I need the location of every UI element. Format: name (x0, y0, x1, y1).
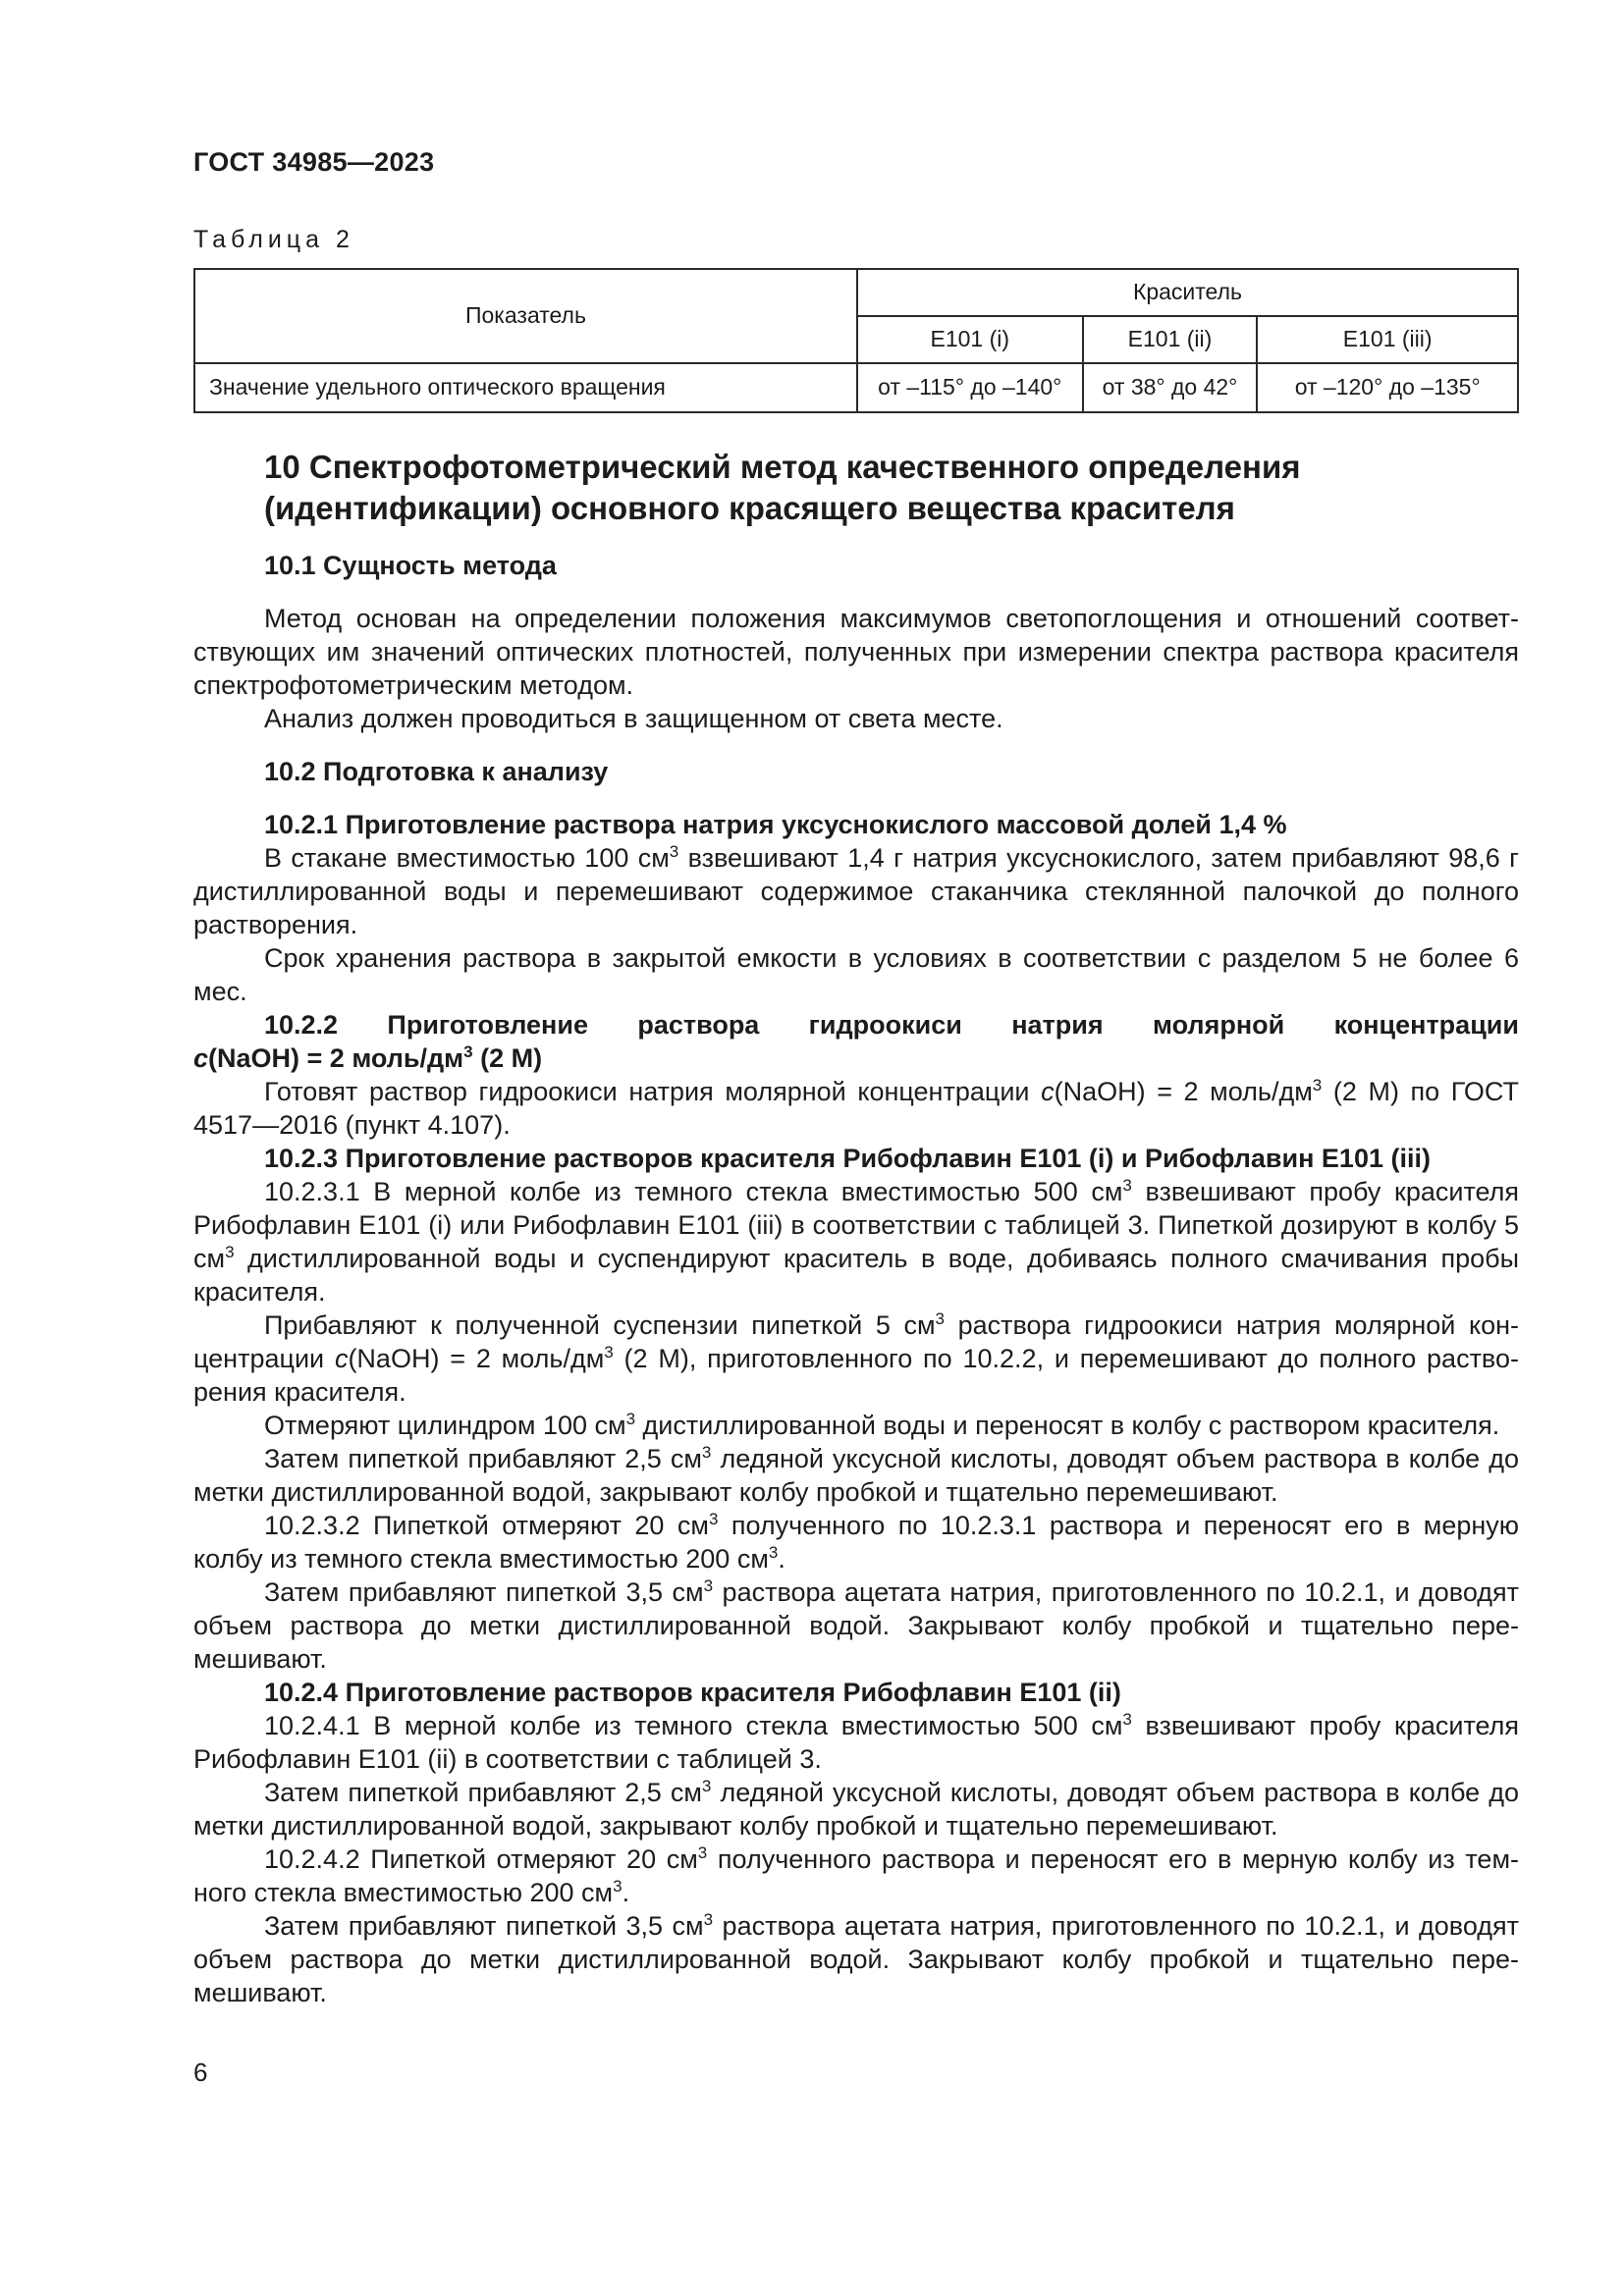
page-number: 6 (193, 2057, 208, 2087)
clause-title-10-2-3: 10.2.3 Приготовление растворов красителя Рибофлавин Е101 (i) и Рибофлавин Е101 (iii) (264, 1144, 1431, 1173)
paragraph: Прибавляют к полученной суспензии пипеткой 5 $см^3$ раствора гидроокиси натрия молярной концентрации c(NaOH) = 2 моль/$дм^3$ (2 М), приготовленного по 10.2.2, и перемешивают до полного растворения красителя. (193, 1309, 1519, 1407)
document-header-title: ГОСТ 34985—2023 (193, 147, 435, 177)
specific-rotation-table (193, 268, 1519, 413)
paragraph: 10.2.3.2 Пипеткой отмеряют 20 $см^3$ полученного по 10.2.3.1 раствора и переносят его в мерную колбу из темного стекла вместимостью 200 $см^3$. (193, 1510, 1520, 1574)
subheader-e101-iii: E101 (iii) (1257, 316, 1518, 363)
paragraph: Отмеряют цилиндром 100 $см^3$ дистиллированной воды и переносят в колбу с раствором красителя. (264, 1410, 1500, 1440)
paragraph: Затем прибавляют пипеткой 3,5 $см^3$ раствора ацетата натрия, приготовленного по 10.2.1, и доводят объем раствора до метки дистиллированной водой. Закрывают колбу пробкой и тщательно перемешивают. (193, 1910, 1520, 2007)
row-value-e101-i: от –115° до –140° (857, 363, 1083, 412)
clause-title-10-2-2-cont: c(NaOH) = 2 моль/$дм^3$ (2 М) (193, 1042, 543, 1073)
header-dye-cell: Краситель (857, 269, 1518, 316)
paragraph: 10.2.4.2 Пипеткой отмеряют 20 $см^3$ полученного раствора и переносят его в мерную колбу из темного стекла вместимостью 200 $см^3$. (193, 1843, 1520, 1907)
subsection-title-10-2: 10.2 Подготовка к анализу (264, 757, 609, 786)
section-title: 10 Спектрофотометрический метод качественного определения (идентификации) основного красящего вещества красителя (264, 449, 1301, 526)
row-value-e101-iii: от –120° до –135° (1257, 363, 1518, 412)
clause-title-10-2-2: 10.2.2 Приготовление раствора гидроокиси натрия молярной концентрации (264, 1010, 1519, 1040)
paragraph: Анализ должен проводиться в защищенном от света месте. (264, 704, 1003, 733)
table-caption: Таблица 2 (193, 226, 354, 253)
paragraph: 10.2.4.1 В мерной колбе из темного стекла вместимостью 500 $см^3$ взвешивают пробу красителя Рибофлавин Е101 (ii) в соответствии с таблицей 3. (193, 1710, 1520, 1774)
paragraph: Метод основан на определении положения максимумов светопоглощения и отношений соответствующих им значений оптических плотностей, полученных при измерении спектра раствора красителя спектрофотометрическим методом. (193, 604, 1519, 700)
header-indicator-cell: Показатель (194, 269, 857, 363)
paragraph: Готовят раствор гидроокиси натрия молярной концентрации c(NaOH) = 2 моль/$дм^3$ (2 М) по ГОСТ 4517—2016 (пункт 4.107). (193, 1076, 1519, 1140)
clause-title-10-2-4: 10.2.4 Приготовление растворов красителя Рибофлавин Е101 (ii) (264, 1678, 1121, 1707)
table-header-row (194, 269, 1518, 316)
paragraph: Затем пипеткой прибавляют 2,5 $см^3$ ледяной уксусной кислоты, доводят объем раствора в колбе до метки дистиллированной водой, закрывают колбу пробкой и тщательно перемешивают. (193, 1443, 1519, 1507)
body-text (193, 447, 1519, 2009)
paragraph: В стакане вместимостью 100 $см^3$ взвешивают 1,4 г натрия уксуснокислого, затем прибавляют 98,6 г дистиллированной воды и перемешивают содержимое стаканчика стеклянной палочкой до полного растворения. (193, 842, 1520, 939)
subheader-e101-ii: E101 (ii) (1083, 316, 1258, 363)
clause-title-10-2-1: 10.2.1 Приготовление раствора натрия уксуснокислого массовой долей 1,4 % (264, 810, 1287, 839)
row-value-e101-ii: от 38° до 42° (1083, 363, 1258, 412)
paragraph: Срок хранения раствора в закрытой емкости в условиях в соответствии с разделом 5 не более 6 мес. (193, 943, 1519, 1006)
subsection-title-10-1: 10.1 Сущность метода (264, 551, 557, 580)
subheader-e101-i: E101 (i) (857, 316, 1083, 363)
paragraph: Затем пипеткой прибавляют 2,5 $см^3$ ледяной уксусной кислоты, доводят объем раствора в колбе до метки дистиллированной водой, закрывают колбу пробкой и тщательно перемешивают. (193, 1777, 1519, 1841)
row-label-cell: Значение удельного оптического вращения (194, 363, 857, 412)
table-row (194, 363, 1518, 412)
paragraph: Затем прибавляют пипеткой 3,5 $см^3$ раствора ацетата натрия, приготовленного по 10.2.1, и доводят объем раствора до метки дистиллированной водой. Закрывают колбу пробкой и тщательно перемешивают. (193, 1576, 1520, 1674)
paragraph: 10.2.3.1 В мерной колбе из темного стекла вместимостью 500 $см^3$ взвешивают пробу красителя Рибофлавин Е101 (i) или Рибофлавин Е101 (iii) в соответствии с таблицей 3. Пипеткой дозируют в колбу 5 $см^3$ дистиллированной воды и суспендируют краситель в воде, добиваясь полного смачивания пробы красителя. (193, 1176, 1520, 1307)
